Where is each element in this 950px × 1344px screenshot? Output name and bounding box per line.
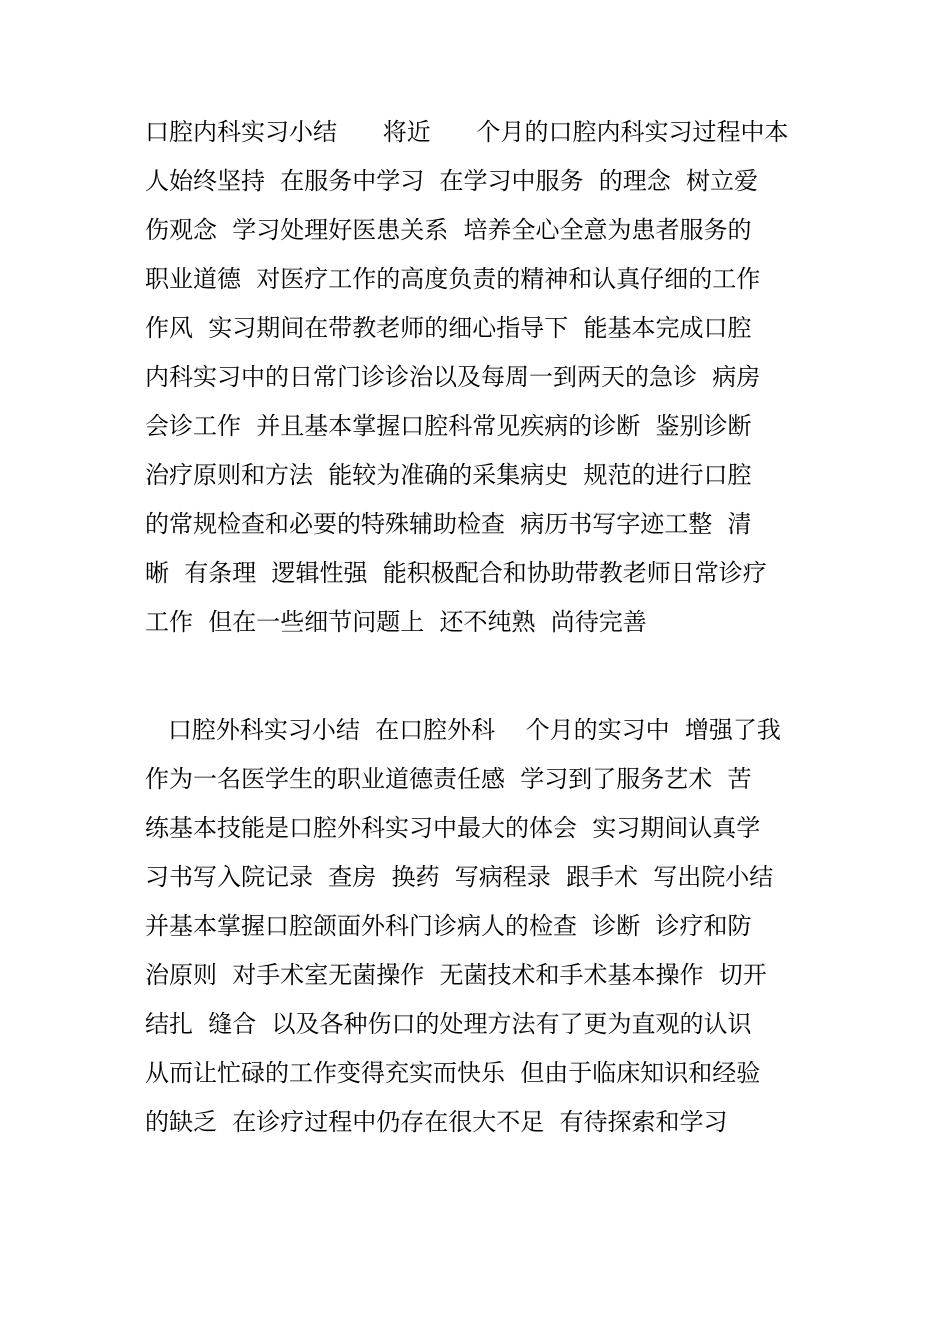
paragraph-oral-surgery-summary [145,706,815,1147]
text-line: 治疗原则和方法 能较为准确的采集病史 规范的进行口腔 [145,461,752,489]
text-line: 作为一名医学生的职业道德责任感 学习到了服务艺术 苦 [145,765,752,793]
text-line: 治原则 对手术室无菌操作 无菌技术和手术基本操作 切开 [145,961,767,989]
text-line: 结扎 缝合 以及各种伤口的处理方法有了更为直观的认识 [145,1010,752,1038]
text-line: 伤观念 学习处理好医患关系 培养全心全意为患者服务的 [145,216,752,244]
text-line: 会诊工作 并且基本掌握口腔科常见疾病的诊断 鉴别诊断 [145,412,752,440]
text-line: 人始终坚持 在服务中学习 在学习中服务 的理念 树立爱 [145,167,759,195]
text-line: 口腔内科实习小结 将近 个月的口腔内科实习过程中本 [145,118,789,146]
text-line: 从而让忙碌的工作变得充实而快乐 但由于临床知识和经验 [145,1059,761,1087]
text-line: 练基本技能是口腔外科实习中最大的体会 实习期间认真学 [145,814,761,842]
text-line: 习书写入院记录 查房 换药 写病程录 跟手术 写出院小结 [145,863,774,891]
text-line: 口腔外科实习小结 在口腔外科 个月的实习中 增强了我 [145,716,781,744]
text-line: 晰 有条理 逻辑性强 能积极配合和协助带教老师日常诊疗 [145,559,767,587]
text-line: 工作 但在一些细节问题上 还不纯熟 尚待完善 [145,608,647,636]
text-line: 职业道德 对医疗工作的高度负责的精神和认真仔细的工作 [145,265,761,293]
text-line: 的缺乏 在诊疗过程中仍存在很大不足 有待探索和学习 [145,1108,728,1136]
paragraph-oral-medicine-summary [145,108,815,647]
text-line: 的常规检查和必要的特殊辅助检查 病历书写字迹工整 清 [145,510,752,538]
text-line: 内科实习中的日常门诊诊治以及每周一到两天的急诊 病房 [145,363,761,391]
text-line: 并基本掌握口腔颌面外科门诊病人的检查 诊断 诊疗和防 [145,912,752,940]
text-line: 作风 实习期间在带教老师的细心指导下 能基本完成口腔 [145,314,752,342]
